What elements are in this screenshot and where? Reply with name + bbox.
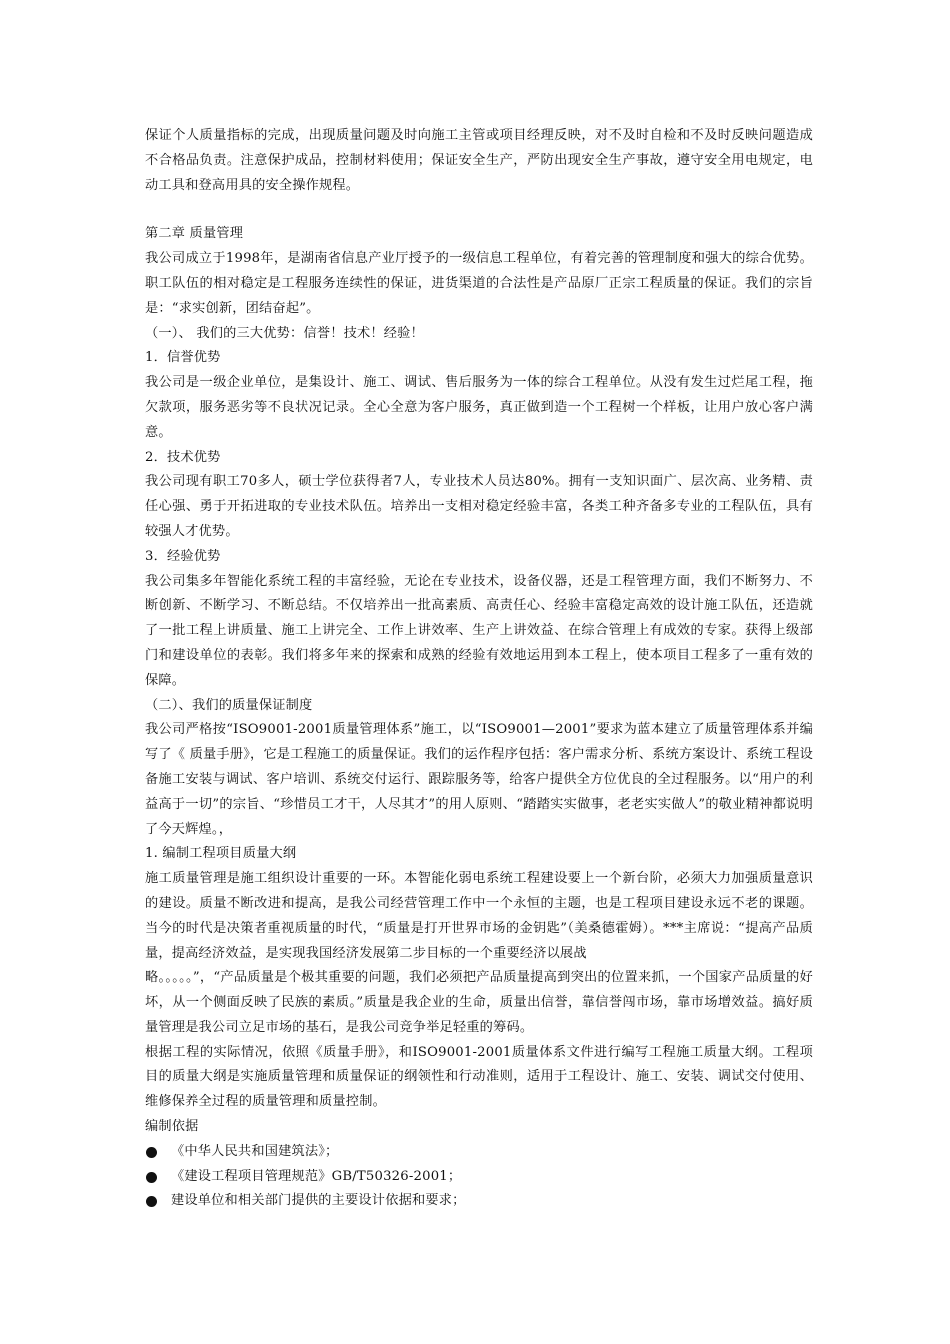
item-1-text-c: 根据工程的实际情况，依照《质量手册》，和ISO9001-2001质量体系文件进行编写工程施工质量大纲。工程项目的质量大纲是实施质量管理和质量保证的纲领性和行动准则，适用于工程设计、施工、安装、调试交付使用、维修保养全过程的质量管理和质量控制。 bbox=[145, 1044, 813, 1110]
company-paragraph: 我公司成立于1998年，是湖南省信息产业厅授予的一级信息工程单位，有着完善的管理制度和强大的综合优势。职工队伍的相对稳定是工程服务连续性的保证，进货渠道的合法性是产品原厂正宗工程质量的保证。我们的宗旨是：“求实创新，团结奋起”。 bbox=[145, 251, 813, 316]
basis-item-text: 《建设工程项目管理规范》GB/T50326-2001； bbox=[171, 1168, 462, 1184]
basis-item bbox=[145, 1189, 813, 1214]
basis-title: 编制依据 bbox=[145, 1119, 199, 1135]
bullet-icon bbox=[146, 1172, 157, 1183]
subsection-1-text: 我公司是一级企业单位，是集设计、施工、调试、售后服务为一体的综合工程单位。从没有发生过烂尾工程，拖欠款项，服务恶劣等不良状况记录。全心全意为客户服务，真正做到造一个工程树一个样板，让用户放心客户满意。 bbox=[145, 375, 813, 440]
item-1-text-a: 施工质量管理是施工组织设计重要的一环。本智能化弱电系统工程建设要上一个新台阶，必须大力加强质量意识的建设。质量不断改进和提高，是我公司经营管理工作中一个永恒的主题，也是工程项目建设永远不老的课题。当今的时代是决策者重视质量的时代，“质量是打开世界市场的金钥匙”（美桑德霍姆）。***主席说：“提高产品质量，提高经济效益，是实现我国经济发展第二步目标的一个重要经济以展战 bbox=[145, 871, 813, 961]
basis-item bbox=[145, 1165, 813, 1190]
spacer bbox=[145, 198, 813, 222]
subsection-3-text: 我公司集多年智能化系统工程的丰富经验，无论在专业技术，设备仪器，还是工程管理方面，我们不断努力、不断创新、不断学习、不断总结。不仅培养出一批高素质、高责任心、经验丰富稳定高效的设计施工队伍，还造就了一批工程上讲质量、施工上讲完全、工作上讲效率、生产上讲效益、在综合管理上有成效的专家。获得上级部门和建设单位的表彰。我们将多年来的探索和成熟的经验有效地运用到本工程上，使本项目工程多了一重有效的保障。 bbox=[145, 573, 813, 688]
basis-item-text: 《中华人民共和国建筑法》； bbox=[171, 1143, 339, 1159]
subsection-2-title: 2．技术优势 bbox=[145, 449, 221, 465]
intro-paragraph: 保证个人质量指标的完成，出现质量问题及时向施工主管或项目经理反映，对不及时自检和不及时反映问题造成不合格品负责。注意保护成品，控制材料使用；保证安全生产，严防出现安全生产事故，遵守安全用电规定，电动工具和登高用具的安全操作规程。 bbox=[145, 128, 813, 193]
basis-item bbox=[145, 1140, 813, 1165]
basis-item-text: 建设单位和相关部门提供的主要设计依据和要求； bbox=[171, 1193, 466, 1209]
subsection-2-text: 我公司现有职工70多人，硕士学位获得者7人，专业技术人员达80%。拥有一支知识面广、层次高、业务精、责任心强、勇于开拓进取的专业技术队伍。培养出一支相对稳定经验丰富，各类工种齐备多专业的工程队伍，具有较强人才优势。 bbox=[145, 474, 813, 539]
section-2-text: 我公司严格按“ISO9001-2001质量管理体系”施工，以“ISO9001—2001”要求为蓝本建立了质量管理体系并编写了《 质量手册》，它是工程施工的质量保证。我们的运作程序包括：客户需求分析、系统方案设计、系统工程设备施工安装与调试、客户培训、系统交付运行、跟踪服务等，给客户提供全方位优良的全过程服务。以“用户的利益高于一切”的宗旨、“珍惜员工才干，人尽其才”的用人原则、“踏踏实实做事，老老实实做人”的敬业精神都说明了今天辉煌。， bbox=[145, 722, 813, 837]
bullet-icon bbox=[146, 1196, 157, 1207]
subsection-3-title: 3．经验优势 bbox=[145, 548, 221, 564]
item-1-text-b: 略。。。。。”，“产品质量是个极其重要的问题，我们必须把产品质量提高到突出的位置来抓，一个国家产品质量的好坏，从一个侧面反映了民族的素质。”质量是我企业的生命，质量出信誉，靠信誉闯市场，靠市场增效益。搞好质量管理是我公司立足市场的基石，是我公司竞争举足轻重的筹码。 bbox=[145, 970, 813, 1035]
chapter-title: 第二章 质量管理 bbox=[145, 226, 244, 242]
bullet-icon bbox=[146, 1147, 157, 1158]
section-1-title: （一）、 我们的三大优势：信誉！技术！经验！ bbox=[145, 325, 424, 341]
section-2-title: （二）、我们的质量保证制度 bbox=[145, 697, 313, 713]
document-page bbox=[145, 124, 813, 1214]
item-1-title: 1. 编制工程项目质量大纲 bbox=[145, 846, 297, 862]
subsection-1-title: 1．信誉优势 bbox=[145, 350, 221, 366]
